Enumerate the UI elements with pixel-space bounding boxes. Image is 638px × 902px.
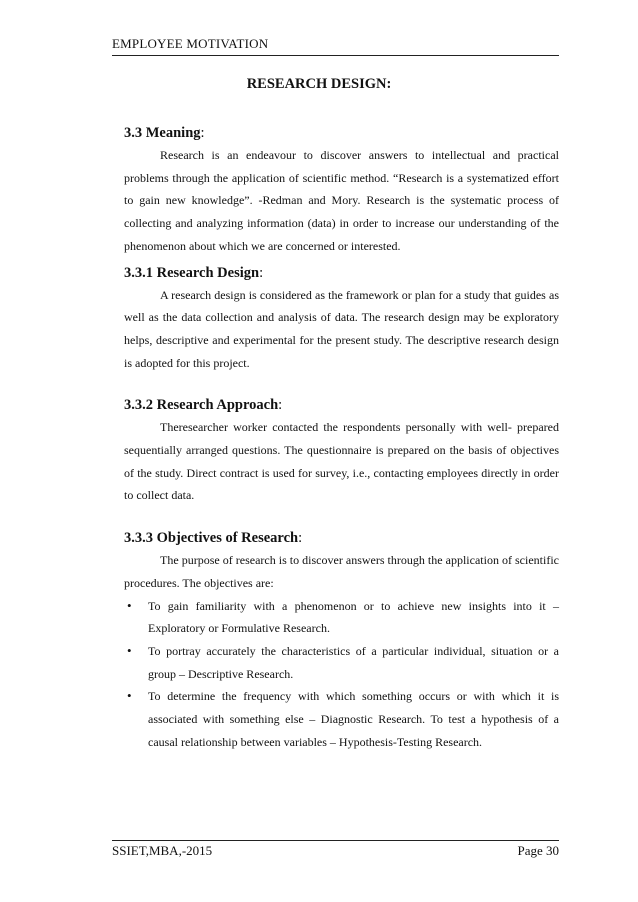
section-heading-text: 3.3.3 Objectives of Research [124, 530, 299, 547]
running-header: EMPLOYEE MOTIVATION [112, 36, 269, 51]
section-paragraph: The purpose of research is to discover answers through the application of scientific procedures. The objectives are: [124, 553, 559, 590]
section-heading-text: 3.3.1 Research Design [124, 264, 260, 281]
section-paragraph: Theresearcher worker contacted the respondents personally with well- prepared sequentially arranged questions. The questionnaire is prepared on the basis of objectives of the study. Direct contract is used for survey, i.e., contacting employees directly in order to collect data. [124, 420, 559, 503]
footer-rule [112, 840, 559, 841]
section-heading-text: 3.3.2 Research Approach [124, 397, 279, 414]
section-objectives [124, 527, 559, 753]
section-heading: 3.3 Meaning: [124, 125, 205, 141]
section-meaning [124, 122, 559, 258]
section-paragraph: Research is an endeavour to discover answers to intellectual and practical problems through the application of scientific method. “Research is a systematized effort to gain new knowledge”. -Redman and Mory. Research is the systematic process of collecting and analyzing information (data) in order to increase our understanding of the phenomenon about which we are concerned or interested. [124, 148, 559, 253]
objectives-list [124, 595, 559, 754]
header-rule [112, 55, 559, 56]
footer-left-text: SSIET,MBA,-2015 [112, 843, 213, 858]
page-number: Page 30 [517, 843, 559, 858]
list-item: • To portray accurately the characteristics of a particular individual, situation or a group – Descriptive Research. [124, 640, 559, 685]
section-paragraph: A research design is considered as the framework or plan for a study that guides as well as the data collection and analysis of data. The research design may be exploratory helps, descriptive and experimental for the present study. The descriptive research design is adopted for this project. [124, 287, 559, 370]
section-heading: 3.3.2 Research Approach: [124, 397, 283, 414]
section-heading: 3.3.3 Objectives of Research: [124, 530, 303, 547]
section-research-design [124, 262, 559, 375]
page-title: RESEARCH DESIGN: [246, 76, 392, 92]
list-item: • To determine the frequency with which something occurs or with which it is associated with something else – Diagnostic Research. To test a hypothesis of a causal relationship between variables – Hypothesis-Testing Research. [124, 685, 559, 753]
page-content [124, 122, 559, 753]
section-heading: 3.3.1 Research Design: [124, 264, 264, 281]
section-heading-text: 3.3 Meaning [124, 125, 201, 141]
section-research-approach [124, 394, 559, 507]
list-item: • To gain familiarity with a phenomenon or to achieve new insights into it – Exploratory or Formulative Research. [124, 595, 559, 640]
